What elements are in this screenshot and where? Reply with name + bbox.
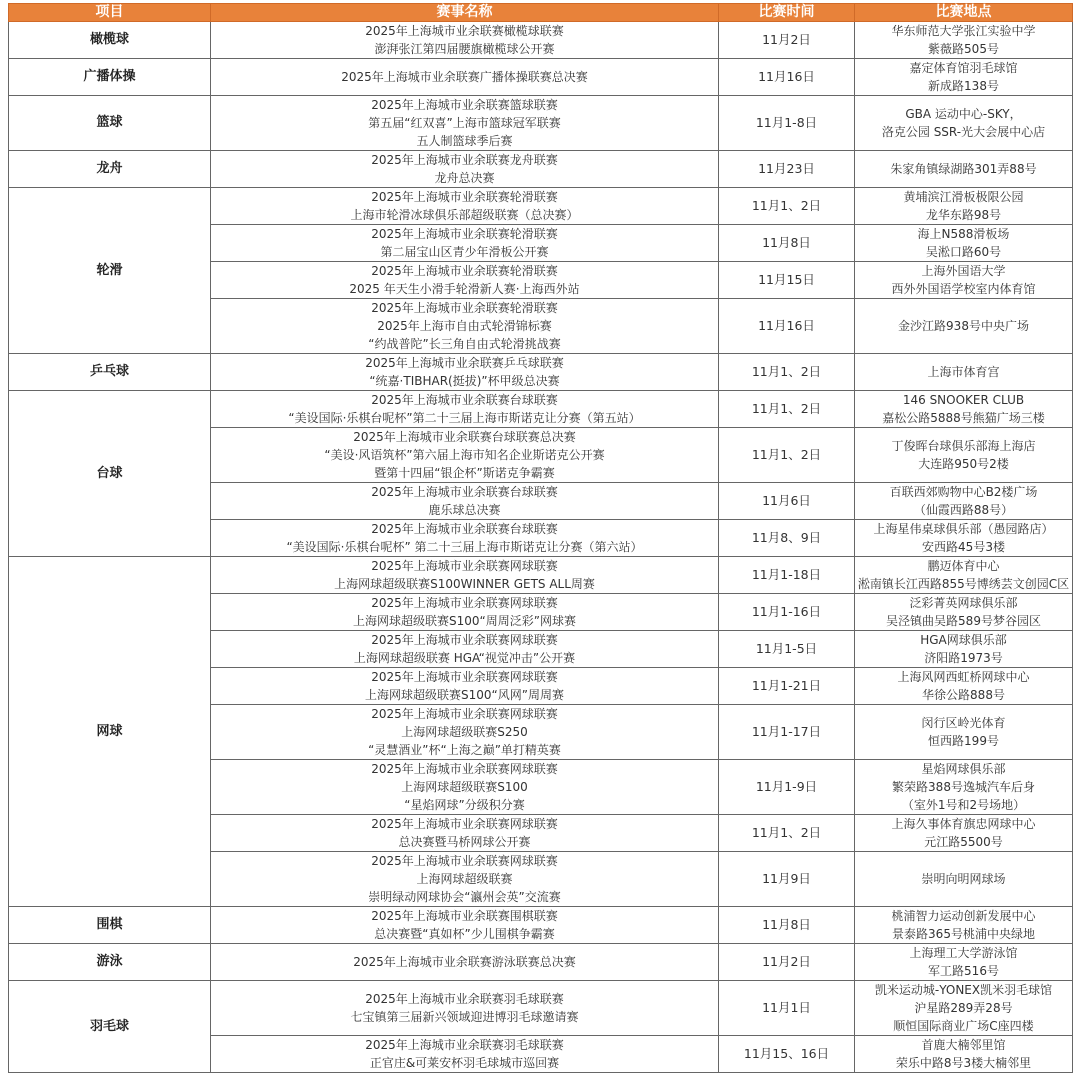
venue-cell <box>855 631 1073 668</box>
table-row <box>9 22 1073 59</box>
text-line: 2025年上海城市业余联赛网球联赛 <box>371 559 558 573</box>
text-line: 龙舟总决赛 <box>434 171 495 185</box>
text-line: （仙霞西路88号） <box>913 503 1014 517</box>
event-name-cell <box>211 22 719 59</box>
text-line: 澎湃张江第四届腰旗橄榄球公开赛 <box>374 42 555 56</box>
event-name-cell <box>211 262 719 299</box>
text-line: 上海久事体育旗忠网球中心 <box>891 817 1036 831</box>
event-name-cell <box>211 299 719 354</box>
text-line: 崇明向明网球场 <box>921 872 1006 886</box>
text-line: 第二届宝山区青少年滑板公开赛 <box>380 245 549 259</box>
text-line: 丁俊晖台球俱乐部海上海店 <box>891 439 1036 453</box>
venue-cell <box>855 483 1073 520</box>
sport-cell: 羽毛球 <box>9 981 211 1073</box>
date-cell: 11月1、2日 <box>719 188 855 225</box>
venue-cell <box>855 944 1073 981</box>
date-cell: 11月15、16日 <box>719 1036 855 1073</box>
venue-cell <box>855 760 1073 815</box>
date-cell: 11月1-5日 <box>719 631 855 668</box>
text-line: 景泰路365号桃浦中央绿地 <box>892 927 1035 941</box>
text-line: （室外1号和2号场地） <box>901 798 1026 812</box>
event-name-cell <box>211 557 719 594</box>
sport-cell: 围棋 <box>9 907 211 944</box>
text-line: 海上N588滑板场 <box>917 227 1010 241</box>
event-name-cell <box>211 59 719 96</box>
event-name-cell <box>211 188 719 225</box>
event-name-cell <box>211 354 719 391</box>
text-line: 2025年上海城市业余联赛轮滑联赛 <box>371 301 558 315</box>
venue-cell <box>855 354 1073 391</box>
text-line: 146 SNOOKER CLUB <box>902 393 1025 407</box>
text-line: 2025年上海城市业余联赛龙舟联赛 <box>371 153 558 167</box>
table-body <box>9 22 1073 1073</box>
event-name-cell <box>211 483 719 520</box>
text-line: 鹏迈体育中心 <box>927 559 1000 573</box>
sport-cell: 龙舟 <box>9 151 211 188</box>
text-line: 2025年上海城市业余联赛轮滑联赛 <box>371 190 558 204</box>
header-date: 比赛时间 <box>719 4 855 22</box>
date-cell: 11月8日 <box>719 907 855 944</box>
text-line: “美设·风语筑杯”第六届上海市知名企业斯诺克公开赛 <box>324 448 605 462</box>
header-venue: 比赛地点 <box>855 4 1073 22</box>
header-sport: 项目 <box>9 4 211 22</box>
date-cell: 11月8、9日 <box>719 520 855 557</box>
event-name-cell <box>211 705 719 760</box>
text-line: 2025年上海市自由式轮滑锦标赛 <box>377 319 552 333</box>
event-name-cell <box>211 815 719 852</box>
text-line: 暨第十四届“银企杯”斯诺克争霸赛 <box>374 466 555 480</box>
event-name-cell <box>211 594 719 631</box>
venue-cell <box>855 705 1073 760</box>
date-cell: 11月16日 <box>719 299 855 354</box>
table-row <box>9 944 1073 981</box>
venue-cell <box>855 188 1073 225</box>
text-line: 西外外国语学校室内体育馆 <box>891 282 1036 296</box>
table-row <box>9 59 1073 96</box>
text-line: 2025年上海城市业余联赛轮滑联赛 <box>371 227 558 241</box>
venue-cell <box>855 815 1073 852</box>
text-line: 济阳路1973号 <box>924 651 1003 665</box>
text-line: “星焰网球”分级积分赛 <box>404 798 525 812</box>
venue-cell <box>855 594 1073 631</box>
venue-cell <box>855 852 1073 907</box>
text-line: 嘉定体育馆羽毛球馆 <box>909 61 1018 75</box>
text-line: 上海外国语大学 <box>921 264 1006 278</box>
date-cell: 11月1-18日 <box>719 557 855 594</box>
date-cell: 11月8日 <box>719 225 855 262</box>
text-line: HGA网球俱乐部 <box>920 633 1007 647</box>
table-row <box>9 96 1073 151</box>
text-line: 2025年上海城市业余联赛台球联赛 <box>371 522 558 536</box>
text-line: 华徐公路888号 <box>922 688 1005 702</box>
text-line: 2025年上海城市业余联赛台球联赛 <box>371 393 558 407</box>
sport-cell: 乒乓球 <box>9 354 211 391</box>
text-line: “灵慧酒业”杯“上海之巅”单打精英赛 <box>368 743 561 757</box>
text-line: 沪星路289弄28号 <box>914 1001 1013 1015</box>
date-cell: 11月1日 <box>719 981 855 1036</box>
event-name-cell <box>211 520 719 557</box>
event-name-cell <box>211 1036 719 1073</box>
text-line: 安西路45号3楼 <box>922 540 1005 554</box>
event-name-cell <box>211 907 719 944</box>
venue-cell <box>855 428 1073 483</box>
event-name-cell <box>211 428 719 483</box>
text-line: 首鹿大楠邻里馆 <box>921 1038 1006 1052</box>
date-cell: 11月2日 <box>719 22 855 59</box>
date-cell: 11月23日 <box>719 151 855 188</box>
venue-cell <box>855 59 1073 96</box>
text-line: 星焰网球俱乐部 <box>921 762 1006 776</box>
sport-cell: 网球 <box>9 557 211 907</box>
venue-cell <box>855 391 1073 428</box>
table-row <box>9 151 1073 188</box>
text-line: 2025年上海城市业余联赛网球联赛 <box>371 707 558 721</box>
venue-cell <box>855 668 1073 705</box>
text-line: 2025年上海城市业余联赛羽毛球联赛 <box>365 1038 564 1052</box>
venue-cell <box>855 96 1073 151</box>
text-line: 2025年上海城市业余联赛台球联赛总决赛 <box>353 430 576 444</box>
text-line: “美设国际·乐棋台呢杯”第二十三届上海市斯诺克让分赛（第五站） <box>288 411 641 425</box>
text-line: “约战普陀”长三角自由式轮滑挑战赛 <box>368 337 561 351</box>
venue-cell <box>855 262 1073 299</box>
text-line: 百联西郊购物中心B2楼广场 <box>889 485 1038 499</box>
table-row <box>9 391 1073 428</box>
date-cell: 11月1、2日 <box>719 354 855 391</box>
text-line: 第五届“红双喜”上海市篮球冠军联赛 <box>368 116 561 130</box>
text-line: 元江路5500号 <box>924 835 1003 849</box>
text-line: 淞南镇长江西路855号博绣芸文创园C区 <box>857 577 1070 591</box>
event-name-cell <box>211 631 719 668</box>
date-cell: 11月1-9日 <box>719 760 855 815</box>
text-line: 上海网球超级联赛S100 <box>401 780 528 794</box>
venue-cell <box>855 981 1073 1036</box>
text-line: 上海网球超级联赛S100WINNER GETS ALL周赛 <box>334 577 595 591</box>
venue-cell <box>855 225 1073 262</box>
event-name-cell <box>211 981 719 1036</box>
event-name-cell <box>211 944 719 981</box>
text-line: 2025年上海城市业余联赛轮滑联赛 <box>371 264 558 278</box>
sport-cell: 轮滑 <box>9 188 211 354</box>
text-line: 上海网球超级联赛 <box>416 872 513 886</box>
text-line: 鹿乐球总决赛 <box>428 503 501 517</box>
text-line: 繁荣路388号逸城汽车后身 <box>892 780 1035 794</box>
text-line: 嘉松公路5888号熊猫广场三楼 <box>882 411 1045 425</box>
text-line: 2025年上海城市业余联赛网球联赛 <box>371 633 558 647</box>
date-cell: 11月16日 <box>719 59 855 96</box>
text-line: 总决赛暨马桥网球公开赛 <box>398 835 531 849</box>
text-line: 桃浦智力运动创新发展中心 <box>891 909 1036 923</box>
schedule-table <box>8 3 1073 1073</box>
table-row <box>9 981 1073 1036</box>
text-line: 闵行区岭光体育 <box>921 716 1006 730</box>
table-row <box>9 907 1073 944</box>
text-line: 上海网球超级联赛S100“周周泛彩”网球赛 <box>353 614 576 628</box>
event-name-cell <box>211 391 719 428</box>
text-line: 龙华东路98号 <box>925 208 1002 222</box>
text-line: “美设国际·乐棋台呢杯” 第二十三届上海市斯诺克让分赛（第六站） <box>286 540 643 554</box>
sport-cell: 橄榄球 <box>9 22 211 59</box>
text-line: GBA 运动中心-SKY， <box>905 107 1022 121</box>
text-line: 华东师范大学张江实验中学 <box>891 24 1036 38</box>
event-name-cell <box>211 668 719 705</box>
table-row <box>9 188 1073 225</box>
text-line: 荣乐中路8号3楼大楠邻里 <box>895 1056 1032 1070</box>
text-line: 朱家角镇绿湖路301弄88号 <box>890 162 1037 176</box>
text-line: 上海市轮滑冰球俱乐部超级联赛（总决赛） <box>350 208 579 222</box>
text-line: 军工路516号 <box>928 964 999 978</box>
text-line: 洛克公园 SSR-光大会展中心店 <box>881 125 1046 139</box>
text-line: 2025年上海城市业余联赛网球联赛 <box>371 670 558 684</box>
text-line: 2025年上海城市业余联赛游泳联赛总决赛 <box>353 955 576 969</box>
text-line: 上海网球超级联赛S250 <box>401 725 528 739</box>
text-line: 七宝镇第三届新兴领域迎进博羽毛球邀请赛 <box>350 1010 579 1024</box>
venue-cell <box>855 1036 1073 1073</box>
text-line: 吴淞口路60号 <box>925 245 1002 259</box>
header-row <box>9 4 1073 22</box>
date-cell: 11月9日 <box>719 852 855 907</box>
sport-cell: 篮球 <box>9 96 211 151</box>
date-cell: 11月1、2日 <box>719 391 855 428</box>
text-line: 2025年上海城市业余联赛橄榄球联赛 <box>365 24 564 38</box>
table-row <box>9 557 1073 594</box>
text-line: 正官庄&可莱安杯羽毛球城市巡回赛 <box>369 1056 560 1070</box>
text-line: 2025年上海城市业余联赛台球联赛 <box>371 485 558 499</box>
date-cell: 11月1-21日 <box>719 668 855 705</box>
text-line: 顺恒国际商业广场C座四楼 <box>893 1019 1034 1033</box>
text-line: 五人制篮球季后赛 <box>416 134 513 148</box>
text-line: 泛彩菁英网球俱乐部 <box>909 596 1018 610</box>
table-row <box>9 354 1073 391</box>
text-line: 2025 年天生小滑手轮滑新人赛·上海西外站 <box>349 282 580 296</box>
text-line: 大连路950号2楼 <box>918 457 1009 471</box>
date-cell: 11月1-17日 <box>719 705 855 760</box>
sport-cell: 广播体操 <box>9 59 211 96</box>
date-cell: 11月1-16日 <box>719 594 855 631</box>
header-event-name: 赛事名称 <box>211 4 719 22</box>
date-cell: 11月1、2日 <box>719 428 855 483</box>
date-cell: 11月15日 <box>719 262 855 299</box>
text-line: 恒西路199号 <box>928 734 999 748</box>
text-line: 2025年上海城市业余联赛乒乓球联赛 <box>365 356 564 370</box>
venue-cell <box>855 520 1073 557</box>
text-line: 上海网球超级联赛 HGA“视觉冲击”公开赛 <box>353 651 576 665</box>
date-cell: 11月1-8日 <box>719 96 855 151</box>
text-line: 凯米运动城-YONEX凯米羽毛球馆 <box>874 983 1053 997</box>
venue-cell <box>855 22 1073 59</box>
text-line: 2025年上海城市业余联赛广播体操联赛总决赛 <box>341 70 588 84</box>
event-name-cell <box>211 96 719 151</box>
event-name-cell <box>211 852 719 907</box>
text-line: 2025年上海城市业余联赛网球联赛 <box>371 596 558 610</box>
text-line: 2025年上海城市业余联赛网球联赛 <box>371 854 558 868</box>
text-line: 2025年上海城市业余联赛羽毛球联赛 <box>365 992 564 1006</box>
text-line: 2025年上海城市业余联赛篮球联赛 <box>371 98 558 112</box>
event-name-cell <box>211 151 719 188</box>
text-line: “统嘉·TIBHAR(挺拔)”杯甲级总决赛 <box>369 374 560 388</box>
text-line: 总决赛暨“真如杯”少儿围棋争霸赛 <box>374 927 555 941</box>
date-cell: 11月6日 <box>719 483 855 520</box>
sport-cell: 台球 <box>9 391 211 557</box>
text-line: 上海网球超级联赛S100“风网”周周赛 <box>365 688 564 702</box>
text-line: 2025年上海城市业余联赛网球联赛 <box>371 762 558 776</box>
event-name-cell <box>211 760 719 815</box>
text-line: 吴泾镇曲吴路589号梦谷园区 <box>886 614 1041 628</box>
text-line: 上海风网西虹桥网球中心 <box>897 670 1030 684</box>
sport-cell: 游泳 <box>9 944 211 981</box>
text-line: 黄埔滨江滑板极限公园 <box>903 190 1024 204</box>
text-line: 崇明绿动网球协会“瀛州会英”交流赛 <box>368 890 561 904</box>
date-cell: 11月2日 <box>719 944 855 981</box>
text-line: 金沙江路938号中央广场 <box>898 319 1029 333</box>
text-line: 上海星伟桌球俱乐部（愚园路店） <box>873 522 1054 536</box>
text-line: 上海市体育宫 <box>927 365 1000 379</box>
venue-cell <box>855 299 1073 354</box>
text-line: 紫薇路505号 <box>928 42 999 56</box>
venue-cell <box>855 151 1073 188</box>
text-line: 上海理工大学游泳馆 <box>909 946 1018 960</box>
venue-cell <box>855 907 1073 944</box>
date-cell: 11月1、2日 <box>719 815 855 852</box>
text-line: 2025年上海城市业余联赛围棋联赛 <box>371 909 558 923</box>
venue-cell <box>855 557 1073 594</box>
event-name-cell <box>211 225 719 262</box>
text-line: 新成路138号 <box>928 79 999 93</box>
text-line: 2025年上海城市业余联赛网球联赛 <box>371 817 558 831</box>
